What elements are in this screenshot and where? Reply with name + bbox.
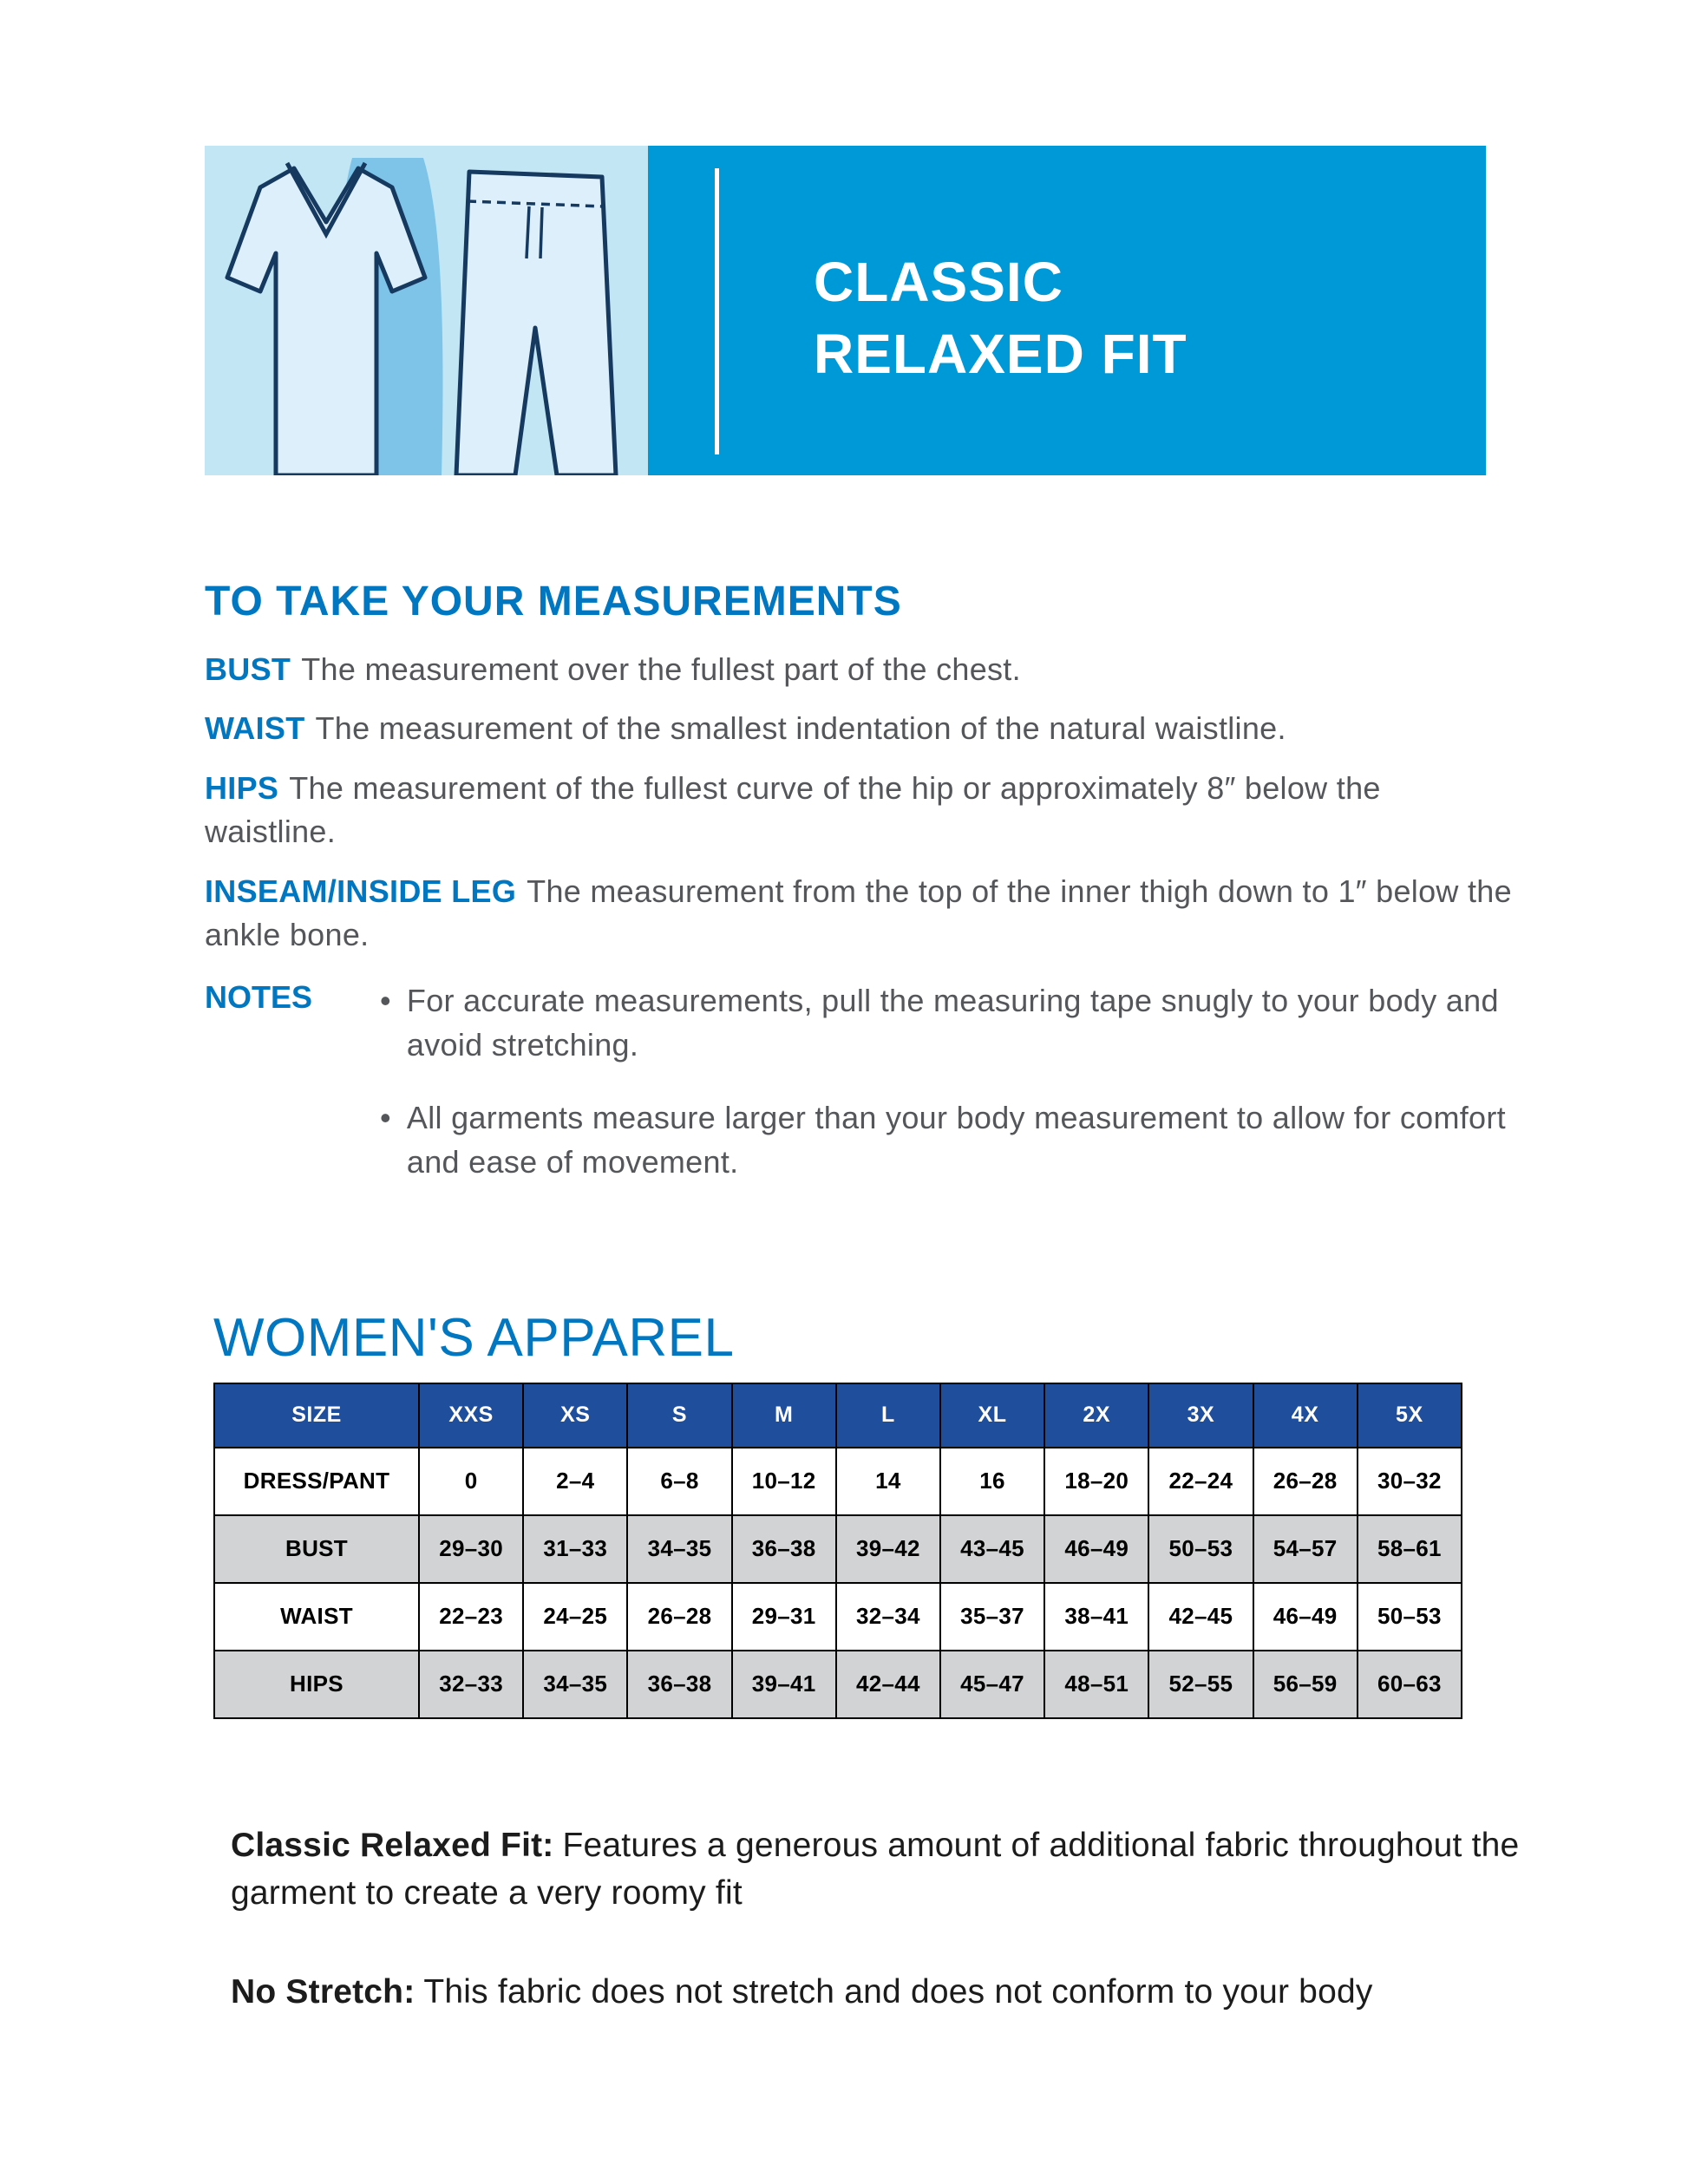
size-table-row-label: DRESS/PANT <box>214 1448 419 1515</box>
note-text: For accurate measurements, pull the measuring tape snugly to your body and avoid stretching. <box>406 983 1499 1063</box>
size-table-header-size: SIZE <box>214 1383 419 1448</box>
measurement-bust <box>205 648 1515 691</box>
size-table-body <box>214 1448 1462 1718</box>
bullet-icon: • <box>380 983 391 1019</box>
size-table-row <box>214 1651 1462 1718</box>
size-table-cell: 22–24 <box>1148 1448 1253 1515</box>
size-table-cell: 34–35 <box>627 1515 731 1583</box>
banner <box>205 146 1486 475</box>
size-table-cell: 46–49 <box>1044 1515 1148 1583</box>
apparel-section <box>205 1307 1523 1719</box>
size-table-cell: 36–38 <box>732 1515 836 1583</box>
banner-title-line1: CLASSIC <box>814 251 1063 313</box>
size-table-head-row <box>214 1383 1462 1448</box>
notes-label: NOTES <box>205 979 313 1016</box>
note-item <box>380 979 1523 1067</box>
size-table-cell: 39–42 <box>836 1515 940 1583</box>
size-table-cell: 16 <box>940 1448 1044 1515</box>
size-table-cell: 58–61 <box>1358 1515 1462 1583</box>
size-table-row <box>214 1515 1462 1583</box>
footnote-no-stretch <box>231 1968 1523 2016</box>
size-table-row <box>214 1583 1462 1651</box>
footnote-lead: No Stretch: <box>231 1972 415 2011</box>
size-table-row-label: BUST <box>214 1515 419 1583</box>
measurement-inseam <box>205 870 1515 958</box>
size-table-cell: 29–30 <box>419 1515 523 1583</box>
banner-title-line2: RELAXED FIT <box>814 323 1187 386</box>
size-table-cell: 42–45 <box>1148 1583 1253 1651</box>
measurement-text-inseam: The measurement from the top of the inner thigh down to 1″ below the ankle bone. <box>205 873 1512 952</box>
size-table-header-cell: XS <box>523 1383 627 1448</box>
size-table-cell: 56–59 <box>1253 1651 1358 1718</box>
size-table-row <box>214 1448 1462 1515</box>
size-table-cell: 50–53 <box>1358 1583 1462 1651</box>
size-table-cell: 48–51 <box>1044 1651 1148 1718</box>
size-table-cell: 50–53 <box>1148 1515 1253 1583</box>
size-table-cell: 2–4 <box>523 1448 627 1515</box>
measurement-label-inseam: INSEAM/INSIDE LEG <box>205 873 517 909</box>
size-table-cell: 32–34 <box>836 1583 940 1651</box>
scrubs-illustration-svg <box>205 146 648 475</box>
measurements-section <box>205 578 1523 1184</box>
size-table-row-label: HIPS <box>214 1651 419 1718</box>
footnote-lead: Classic Relaxed Fit: <box>231 1826 554 1864</box>
footnotes <box>231 1821 1523 2016</box>
size-table-cell: 39–41 <box>732 1651 836 1718</box>
size-table-header-cell: 2X <box>1044 1383 1148 1448</box>
measurement-label-bust: BUST <box>205 651 291 687</box>
size-table-cell: 24–25 <box>523 1583 627 1651</box>
size-table-header-cell: 5X <box>1358 1383 1462 1448</box>
size-table-header-cell: 3X <box>1148 1383 1253 1448</box>
size-table-cell: 54–57 <box>1253 1515 1358 1583</box>
banner-title <box>814 246 1187 390</box>
size-table-cell: 30–32 <box>1358 1448 1462 1515</box>
banner-divider <box>715 168 719 454</box>
notes-section <box>205 979 1523 1184</box>
size-table-cell: 0 <box>419 1448 523 1515</box>
size-table-cell: 31–33 <box>523 1515 627 1583</box>
apparel-heading: WOMEN'S APPAREL <box>213 1307 735 1368</box>
measurement-text-waist: The measurement of the smallest indentation of the natural waistline. <box>315 710 1286 747</box>
measurement-text-hips: The measurement of the fullest curve of the hip or approximately 8″ below the waistline. <box>205 769 1381 850</box>
size-table-cell: 26–28 <box>627 1583 731 1651</box>
notes-list <box>380 979 1523 1184</box>
measurements-heading: TO TAKE YOUR MEASUREMENTS <box>205 579 902 624</box>
footnote-text: Features a generous amount of additional fabric throughout the garment to create a very roomy fit <box>231 1826 1520 1913</box>
size-table-cell: 43–45 <box>940 1515 1044 1583</box>
size-table-header-cell: XXS <box>419 1383 523 1448</box>
size-table-header-cell: M <box>732 1383 836 1448</box>
size-table-cell: 42–44 <box>836 1651 940 1718</box>
size-table-header-cell: 4X <box>1253 1383 1358 1448</box>
measurement-label-hips: HIPS <box>205 769 279 806</box>
size-table-cell: 35–37 <box>940 1583 1044 1651</box>
measurement-text-bust: The measurement over the fullest part of the chest. <box>301 651 1021 687</box>
note-item <box>380 1096 1523 1184</box>
size-table-cell: 45–47 <box>940 1651 1044 1718</box>
size-table-cell: 52–55 <box>1148 1651 1253 1718</box>
measurement-label-waist: WAIST <box>205 710 305 747</box>
size-table <box>213 1383 1462 1719</box>
size-table-cell: 32–33 <box>419 1651 523 1718</box>
size-table-cell: 46–49 <box>1253 1583 1358 1651</box>
footnote-classic-fit <box>231 1821 1523 1918</box>
size-table-cell: 14 <box>836 1448 940 1515</box>
size-table-cell: 10–12 <box>732 1448 836 1515</box>
size-table-cell: 26–28 <box>1253 1448 1358 1515</box>
size-table-header-cell: L <box>836 1383 940 1448</box>
measurement-waist <box>205 707 1515 750</box>
scrubs-illustration <box>205 146 648 475</box>
size-table-header-cell: XL <box>940 1383 1044 1448</box>
size-table-cell: 18–20 <box>1044 1448 1148 1515</box>
size-table-cell: 6–8 <box>627 1448 731 1515</box>
size-table-cell: 60–63 <box>1358 1651 1462 1718</box>
size-table-row-label: WAIST <box>214 1583 419 1651</box>
size-table-cell: 36–38 <box>627 1651 731 1718</box>
size-table-cell: 29–31 <box>732 1583 836 1651</box>
size-table-header-cell: S <box>627 1383 731 1448</box>
bullet-icon: • <box>380 1100 391 1136</box>
size-table-cell: 38–41 <box>1044 1583 1148 1651</box>
footnote-text: This fabric does not stretch and does not conform to your body <box>423 1972 1373 2011</box>
note-text: All garments measure larger than your body measurement to allow for comfort and ease of movement. <box>406 1100 1506 1180</box>
size-table-cell: 22–23 <box>419 1583 523 1651</box>
size-table-cell: 34–35 <box>523 1651 627 1718</box>
measurement-hips <box>205 767 1515 854</box>
